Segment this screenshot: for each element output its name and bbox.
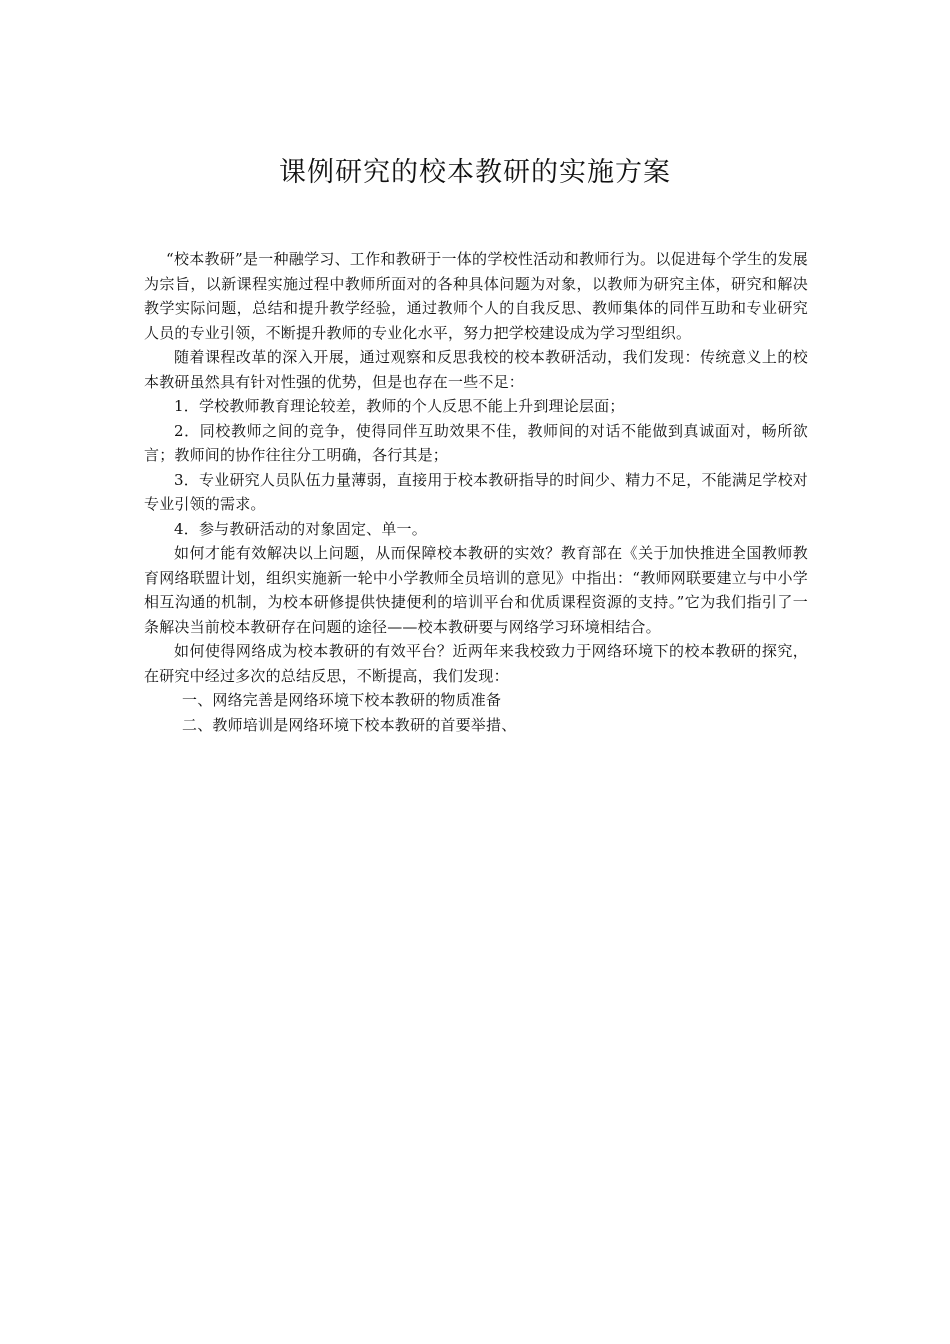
section-heading-1: 一、网络完善是网络环境下校本教研的物质准备 [182, 691, 502, 709]
issue-item-1: 1．学校教师教育理论较差，教师的个人反思不能上升到理论层面； [174, 397, 625, 415]
document-body [144, 247, 808, 737]
section-heading-2: 二、教师培训是网络环境下校本教研的首要举措、 [182, 715, 517, 734]
findings-paragraph: 如何使得网络成为校本教研的有效平台？近两年来我校致力于网络环境下的校本教研的探究，在研究中经过多次的总结反思，不断提高，我们发现： [144, 642, 808, 685]
context-paragraph: 随着课程改革的深入开展，通过观察和反思我校的校本教研活动，我们发现：传统意义上的校本教研虽然具有针对性强的优势，但是也存在一些不足： [144, 348, 808, 391]
issue-item-2: 2．同校教师之间的竞争，使得同伴互助效果不佳，教师间的对话不能做到真诚面对，畅所欲言；教师间的协作往往分工明确，各行其是； [144, 421, 808, 464]
solution-paragraph: 如何才能有效解决以上问题，从而保障校本教研的实效？教育部在《关于加快推进全国教师教育网络联盟计划，组织实施新一轮中小学教师全员培训的意见》中指出：“教师网联要建立与中小学相互沟通的机制，为校本研修提供快捷便利的培训平台和优质课程资源的支持。”它为我们指引了一条解决当前校本教研存在问题的途径——校本教研要与网络学习环境相结合。 [144, 544, 808, 636]
intro-paragraph: “校本教研”是一种融学习、工作和教研于一体的学校性活动和教师行为。以促进每个学生的发展为宗旨，以新课程实施过程中教师所面对的各种具体问题为对象，以教师为研究主体，研究和解决教学实际问题，总结和提升教学经验，通过教师个人的自我反思、教师集体的同伴互助和专业研究人员的专业引领，不断提升教师的专业化水平，努力把学校建设成为学习型组织。 [144, 250, 808, 342]
document-title: 课例研究的校本教研的实施方案 [279, 157, 671, 188]
issue-item-4: 4．参与教研活动的对象固定、单一。 [174, 519, 427, 538]
issue-item-3: 3．专业研究人员队伍力量薄弱，直接用于校本教研指导的时间少、精力不足，不能满足学校对专业引领的需求。 [144, 470, 808, 513]
